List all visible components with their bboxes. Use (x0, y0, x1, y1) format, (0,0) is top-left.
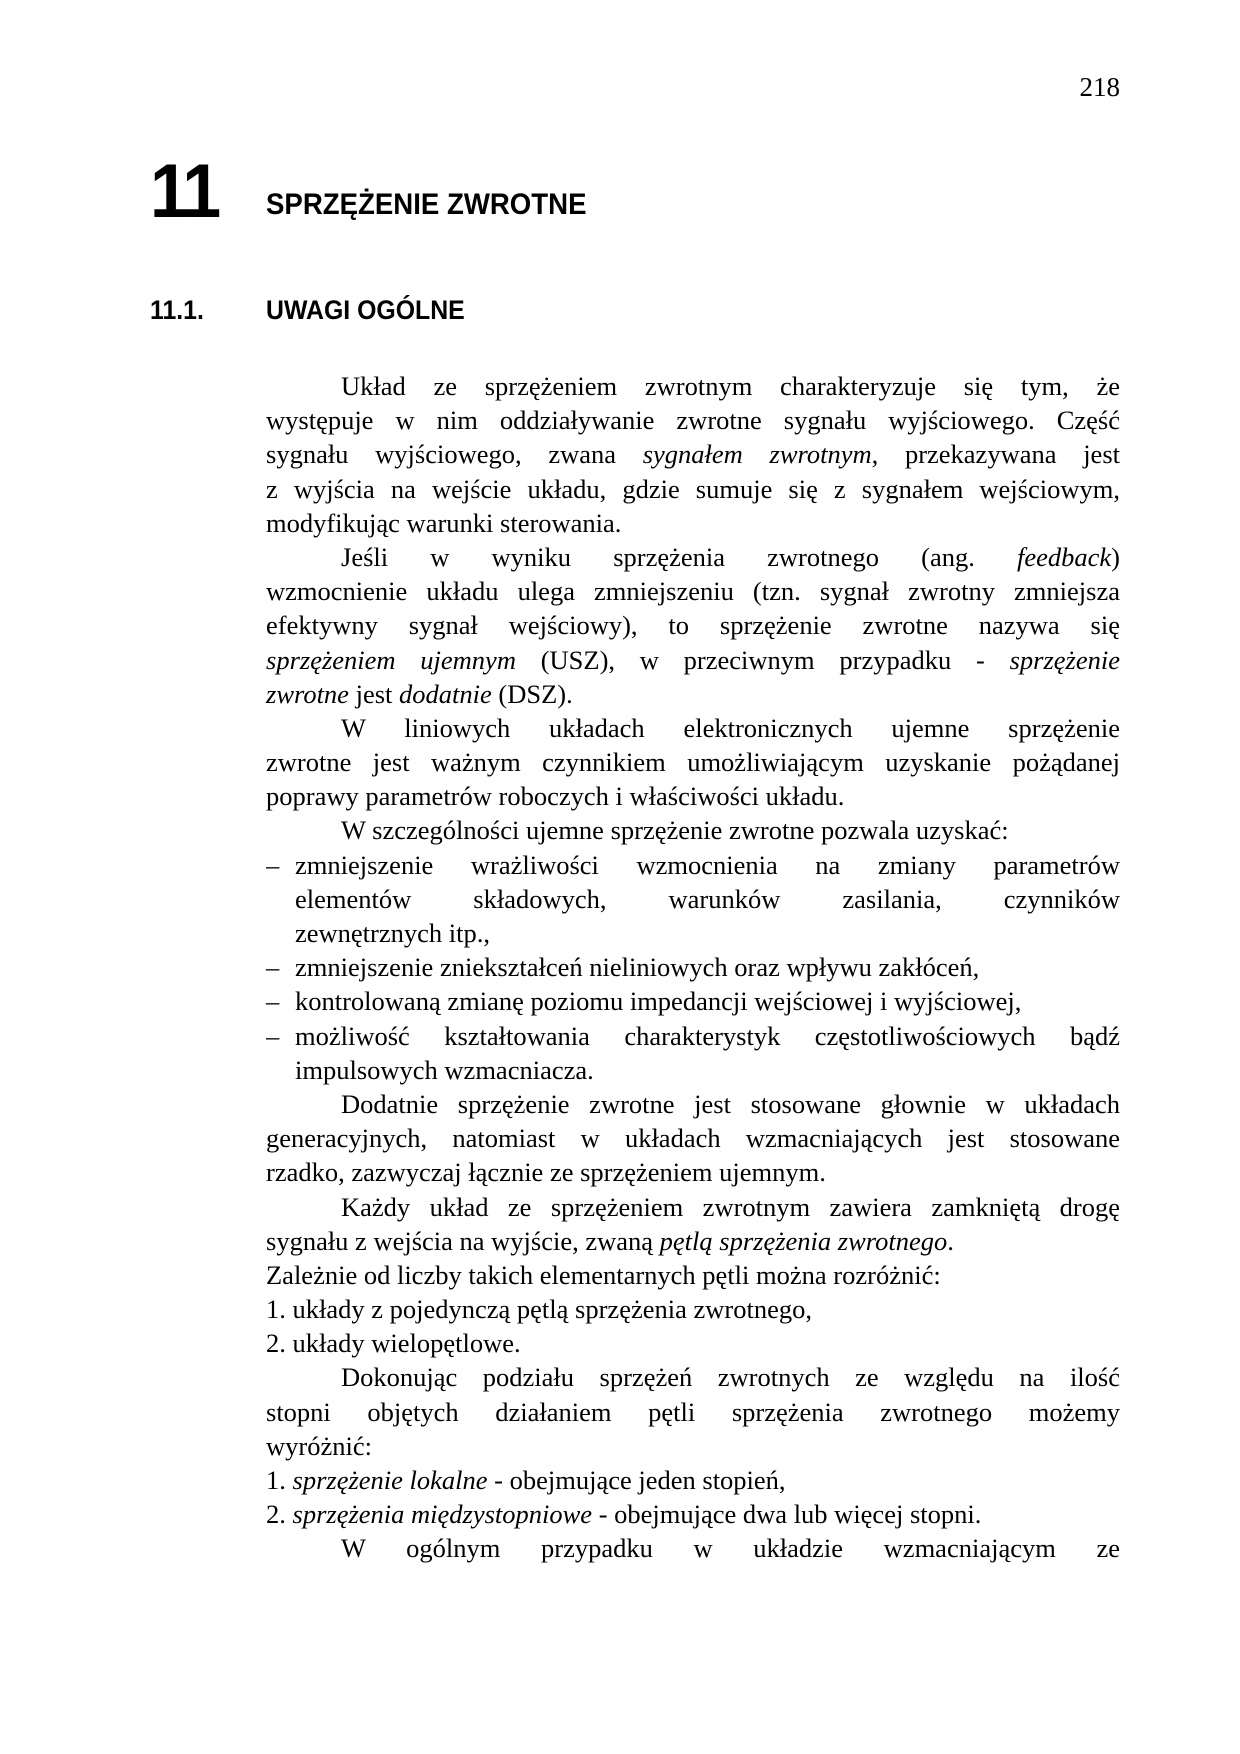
bullet-dash: – (266, 952, 280, 983)
text-span: Układ ze sprzężeniem zwrotnym charakteryzuje się tym, że (341, 371, 1120, 401)
text-line (266, 506, 1120, 540)
text-line (266, 1258, 1120, 1292)
text-span: (DSZ). (491, 678, 573, 709)
text-line (266, 1087, 1120, 1121)
text-span: (USZ), w przeciwnym przypadku - (515, 644, 1010, 675)
italic-term: zwrotne (266, 678, 349, 709)
text-span: 1. (266, 1465, 293, 1495)
text-span: W ogólnym przypadku w układzie wzmacniającym ze (341, 1533, 1120, 1564)
text-span: - obejmujące jeden stopień, (487, 1465, 786, 1495)
text-line (266, 1155, 1120, 1189)
list-item-line (266, 950, 1120, 984)
text-span: wyróżnić: (266, 1430, 372, 1461)
list-item-line (266, 984, 1120, 1018)
text-span: - obejmujące dwa lub więcej stopni. (592, 1499, 982, 1530)
text-line (266, 916, 1120, 950)
italic-term: feedback (1017, 541, 1112, 572)
text-line (266, 1531, 1120, 1565)
text-span: W szczególności ujemne sprzężenie zwrotne pozwala uzyskać: (341, 815, 1009, 846)
text-line (266, 779, 1120, 813)
page-number: 218 (1079, 72, 1120, 102)
italic-term: sprzężenie lokalne (292, 1465, 488, 1495)
text-line (266, 437, 1120, 471)
text-line (266, 403, 1120, 437)
text-line (266, 472, 1120, 506)
text-line (266, 1326, 1120, 1360)
italic-term: sygnałem zwrotnym (642, 439, 872, 470)
section-title: UWAGI OGÓLNE (266, 295, 465, 325)
text-span: jest (348, 678, 400, 709)
text-span: z wyjścia na wejście układu, gdzie sumuje się z sygnałem wejściowym, (266, 473, 1120, 504)
text-span: Dokonując podziału sprzężeń zwrotnych ze względu na ilość (341, 1362, 1120, 1393)
text-line (266, 745, 1120, 779)
italic-term: sprzężenie (1009, 644, 1120, 675)
text-span: Każdy układ ze sprzężeniem zwrotnym zawiera zamkniętą drogę (341, 1191, 1120, 1222)
text-line (266, 1497, 1120, 1531)
text-line (266, 813, 1120, 847)
chapter-number: 11 (150, 149, 219, 234)
text-line (266, 882, 1120, 916)
text-span: zwrotne jest ważnym czynnikiem umożliwiającym uzyskanie pożądanej (266, 747, 1120, 778)
text-line (266, 1463, 1120, 1497)
bullet-dash: – (266, 1020, 280, 1051)
text-span: generacyjnych, natomiast w układach wzmacniających jest stosowane (266, 1123, 1120, 1154)
text-span: stopni objętych działaniem pętli sprzężenia zwrotnego możemy (266, 1396, 1120, 1427)
text-line (266, 369, 1120, 403)
text-line (266, 1360, 1120, 1394)
bullet-dash: – (266, 986, 280, 1017)
text-span: elementów składowych, warunków zasilania, czynników (295, 883, 1120, 914)
text-span: zewnętrznych itp., (295, 918, 490, 948)
text-span: 1. układy z pojedynczą pętlą sprzężenia zwrotnego, (266, 1294, 812, 1325)
text-span: sygnału wyjściowego, zwana (266, 439, 643, 470)
text-line (266, 1190, 1120, 1224)
text-span: 2. (266, 1499, 293, 1530)
text-line (266, 574, 1120, 608)
bullet-dash: – (266, 849, 280, 880)
italic-term: pętlą sprzężenia zwrotnego (659, 1225, 948, 1256)
text-span: W liniowych układach elektronicznych ujemne sprzężenie (341, 712, 1120, 743)
text-line (266, 643, 1120, 677)
text-line (266, 1395, 1120, 1429)
text-span: . (947, 1225, 954, 1256)
text-span: Zależnie od liczby takich elementarnych pętli można rozróżnić: (266, 1259, 941, 1290)
body-text (266, 369, 1120, 1566)
text-line (266, 540, 1120, 574)
text-span: ) (1111, 541, 1120, 572)
text-span: możliwość kształtowania charakterystyk częstotliwościowych bądź (295, 1020, 1120, 1051)
section-number: 11.1. (150, 295, 204, 325)
chapter-title: SPRZĘŻENIE ZWROTNE (266, 188, 587, 221)
text-span: występuje w nim oddziaływanie zwrotne sygnału wyjściowego. Część (266, 405, 1120, 436)
text-line (266, 1121, 1120, 1155)
text-span: sygnału z wejścia na wyjście, zwaną (266, 1225, 660, 1256)
text-span: 2. układy wielopętlowe. (266, 1328, 521, 1359)
text-line (266, 608, 1120, 642)
text-line (266, 1224, 1120, 1258)
text-span: poprawy parametrów roboczych i właściwości układu. (266, 781, 845, 812)
text-span: Dodatnie sprzężenie zwrotne jest stosowane głownie w układach (341, 1088, 1120, 1119)
text-line (266, 711, 1120, 745)
text-span: kontrolowaną zmianę poziomu impedancji wejściowej i wyjściowej, (295, 986, 1022, 1017)
text-line (266, 1053, 1120, 1087)
text-span: impulsowych wzmacniacza. (295, 1054, 594, 1085)
text-span: efektywny sygnał wejściowy), to sprzężenie zwrotne nazywa się (266, 610, 1120, 641)
list-item-line (266, 848, 1120, 882)
italic-term: sprzężenia międzystopniowe (292, 1499, 593, 1530)
text-span: wzmocnienie układu ulega zmniejszeniu (tzn. sygnał zwrotny zmniejsza (266, 576, 1120, 607)
text-span: Jeśli w wyniku sprzężenia zwrotnego (ang. (341, 541, 1017, 572)
text-span: zmniejszenie zniekształceń nieliniowych oraz wpływu zakłóceń, (295, 952, 980, 983)
text-span: , przekazywana jest (871, 439, 1120, 470)
text-span: modyfikując warunki sterowania. (266, 507, 622, 538)
text-span: zmniejszenie wrażliwości wzmocnienia na zmiany parametrów (295, 849, 1120, 880)
text-span: rzadko, zazwyczaj łącznie ze sprzężeniem ujemnym. (266, 1157, 826, 1188)
text-line (266, 1429, 1120, 1463)
text-line (266, 677, 1120, 711)
italic-term: dodatnie (399, 678, 492, 709)
list-item-line (266, 1019, 1120, 1053)
italic-term: sprzężeniem ujemnym (266, 644, 516, 675)
text-line (266, 1292, 1120, 1326)
